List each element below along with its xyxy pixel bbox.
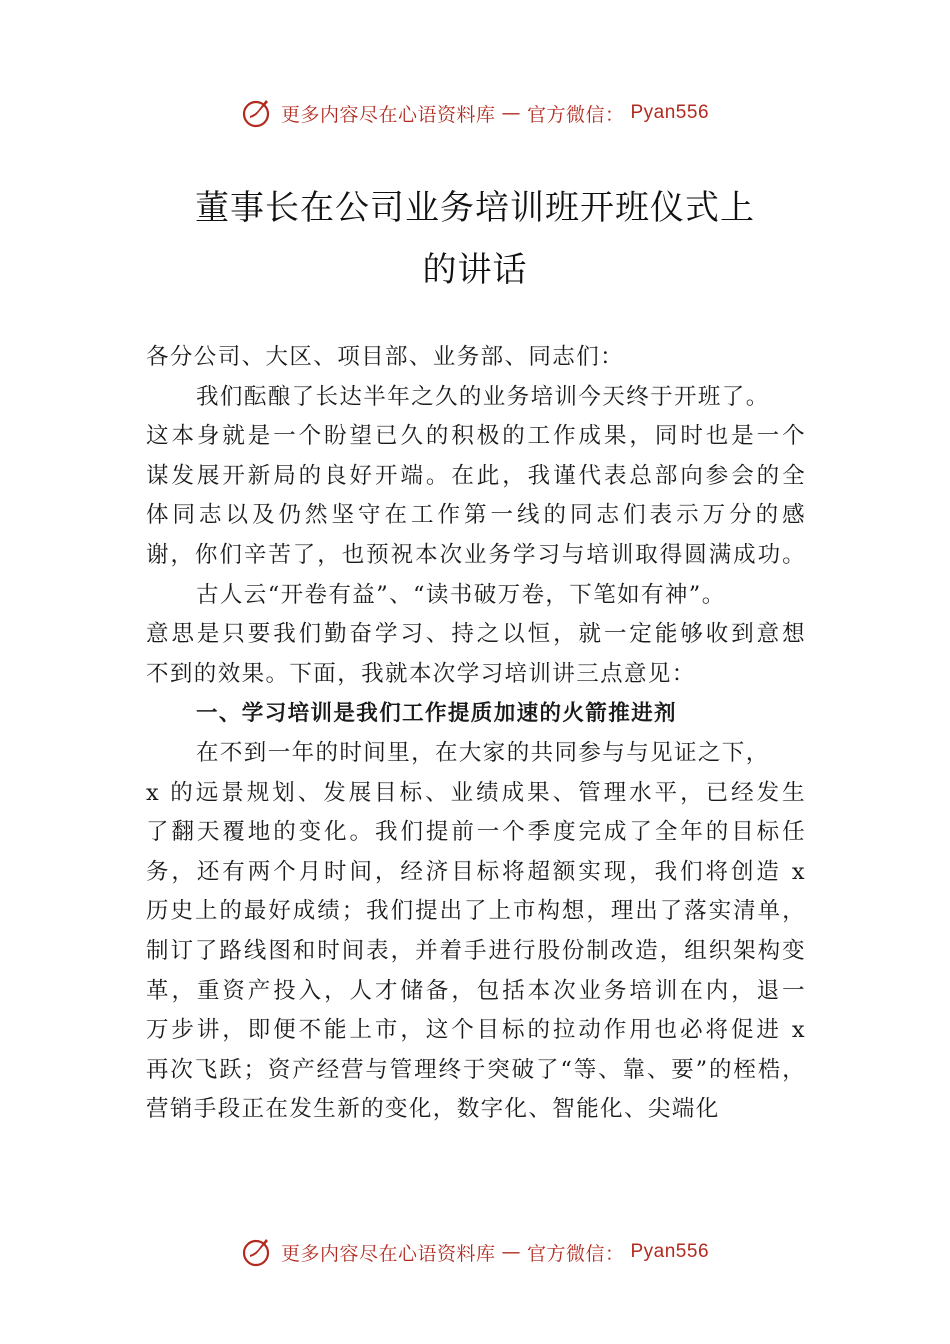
- body-line: 谋发展开新局的良好开端。在此，我谨代表总部向参会的全: [146, 462, 806, 489]
- watermark-footer: [0, 1235, 950, 1269]
- body-line: 再次飞跃；资产经营与管理终于突破了“等、靠、要”的桎梏，: [146, 1056, 806, 1083]
- body-line: 意思是只要我们勤奋学习、持之以恒，就一定能够收到意想: [146, 621, 806, 648]
- watermark-account: Pyan556: [630, 102, 710, 123]
- body-line: 在不到一年的时间里，在大家的共同参与与见证之下，: [196, 739, 770, 766]
- document-title-line-1: 董事长在公司业务培训班开班仪式上: [195, 188, 755, 228]
- body-line: 革，重资产投入，人才储备，包括本次业务培训在内，退一: [146, 977, 806, 1004]
- watermark-separator: —: [501, 1241, 521, 1263]
- body-line: 制订了路线图和时间表，并着手进行股份制改造，组织架构变: [146, 937, 806, 964]
- body-line: 历史上的最好成绩；我们提出了上市构想，理出了落实清单，: [146, 898, 806, 925]
- body-line: 营销手段正在发生新的变化，数字化、智能化、尖端化: [146, 1096, 720, 1123]
- body-line: 不到的效果。下面，我就本次学习培训讲三点意见：: [146, 660, 696, 687]
- watermark-label: 官方微信：: [526, 103, 625, 126]
- body-line: 谢，你们辛苦了，也预祝本次业务学习与培训取得圆满成功。: [146, 541, 806, 568]
- quill-logo-icon: [241, 96, 275, 130]
- document-title-line-2: 的讲话: [422, 250, 528, 290]
- body-line: 体同志以及仍然坚守在工作第一线的同志们表示万分的感: [146, 502, 806, 529]
- document-body: [146, 338, 806, 1130]
- body-line: 古人云“开卷有益”、“读书破万卷，下笔如有神”。: [196, 581, 726, 608]
- watermark-text: 更多内容尽在心语资料库: [280, 103, 496, 126]
- watermark-header: [0, 96, 950, 130]
- section-heading-1: 一、学习培训是我们工作提质加速的火箭推进剂: [196, 701, 677, 727]
- body-line: 了翻天覆地的变化。我们提前一个季度完成了全年的目标任: [146, 819, 806, 846]
- watermark-account: Pyan556: [630, 1241, 710, 1262]
- body-line: x 的远景规划、发展目标、业绩成果、管理水平，已经发生: [146, 779, 806, 806]
- watermark-text: 更多内容尽在心语资料库: [280, 1242, 496, 1265]
- body-line: 万步讲，即便不能上市，这个目标的拉动作用也必将促进 x: [146, 1017, 806, 1044]
- watermark-separator: —: [501, 102, 521, 124]
- watermark-label: 官方微信：: [526, 1242, 625, 1265]
- body-line: 这本身就是一个盼望已久的积极的工作成果，同时也是一个: [146, 423, 806, 450]
- body-line: 我们酝酿了长达半年之久的业务培训今天终于开班了。: [196, 383, 770, 410]
- salutation: 各分公司、大区、项目部、业务部、同志们：: [146, 344, 625, 370]
- quill-logo-icon: [241, 1235, 275, 1269]
- body-line: 务，还有两个月时间，经济目标将超额实现，我们将创造 x: [146, 858, 806, 885]
